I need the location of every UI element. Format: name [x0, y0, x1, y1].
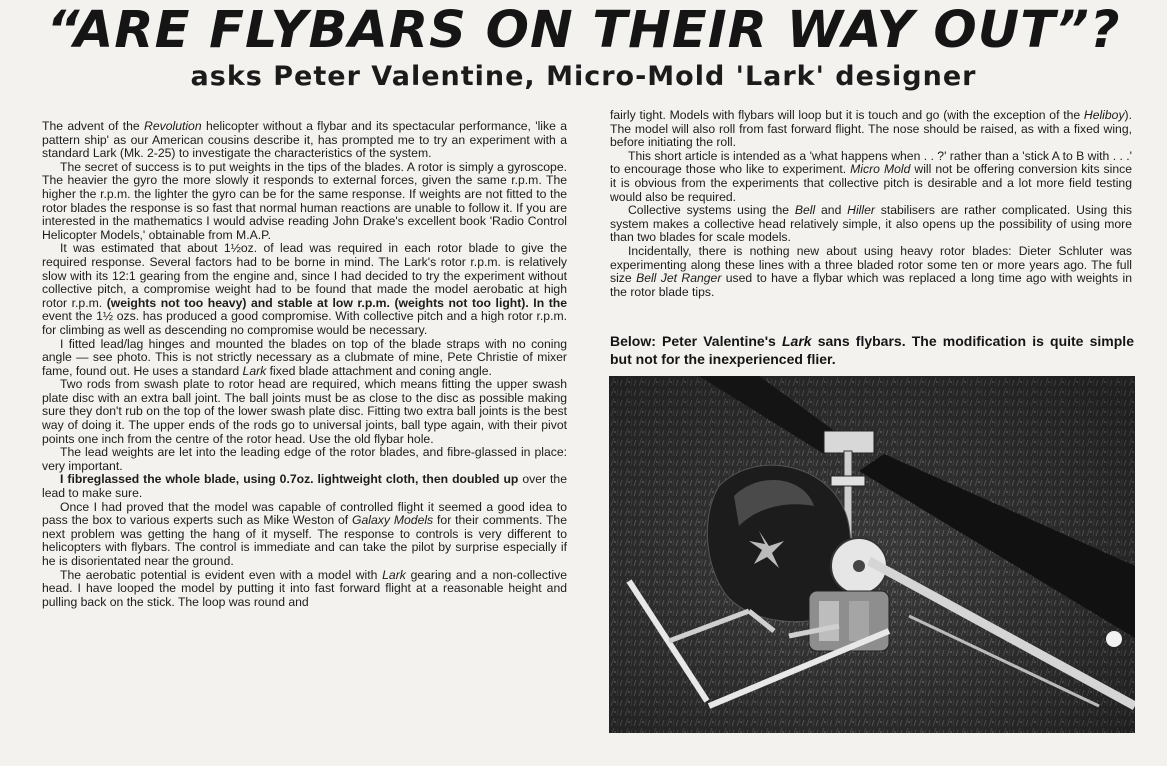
paragraph: fairly tight. Models with flybars will loop but it is touch and go (with the exception of the Heliboy). The model will also roll from fast forward flight. The nose should be raised, as with a fixed wing, before initiating the roll.: [610, 108, 1132, 150]
bold-text: I fibreglassed the whole blade, using 0.7oz. lightweight cloth, then doubled up: [60, 472, 519, 487]
paragraph: The aerobatic potential is evident even with a model with Lark gearing and a non-collective head. I have looped the model by putting it into fast forward flight at a reasonable height and pulling back on the stick. The loop was round and: [42, 567, 567, 609]
paragraph: Once I had proved that the model was capable of controlled flight it seemed a good idea to pass the box to various experts such as Mike Weston of Galaxy Models for their comments. The next problem was getting the hang of it myself. The response to controls is very different to helicopters with flybars. The control is immediate and can take the pilot by surprise especially if he is disorientated near the ground.: [42, 499, 567, 568]
paragraph: Two rods from swash plate to rotor head are required, which means fitting the upper swash plate disc with an extra ball joint. The ball joints must be as close to the disc as possible making sure they don't rub on the top of the lower swash plate disc. Fitting two extra ball joints is the best way of doing it. The upper ends of the rods go to universal joints, ball type again, with their pivot points one inch from the centre of the rotor head. Use the old flybar hole.: [42, 377, 567, 446]
photo-caption: Below: Peter Valentine's Lark sans flybars. The modification is quite simple but not for the inexperienced flier.: [610, 333, 1134, 367]
paragraph: The secret of success is to put weights in the tips of the blades. A rotor is simply a gyroscope. The heavier the gyro the more slowly it responds to external forces, given the same r.p.m. The higher the r.p.m. the lighter the gyro can be for the same response. If weights are not fitted to the rotor blades the response is so fast that normal human reactions are unable to follow it. If you are interested in the mathematics I would advise reading John Drake's excellent book 'Radio Control Helicopter Models,' obtainable from M.A.P.: [42, 159, 567, 242]
headline: “ARE FLYBARS ON THEIR WAY OUT”?: [46, 1, 1121, 60]
paragraph: I fibreglassed the whole blade, using 0.7oz. lightweight cloth, then doubled up over the lead to make sure.: [42, 472, 567, 501]
left-column: [42, 120, 567, 609]
rotor-head: [824, 431, 874, 453]
paragraph: It was estimated that about 1½oz. of lead was required in each rotor blade to give the required response. Several factors had to be borne in mind. The Lark's rotor r.p.m. is relatively slow with its 12:1 gearing from the engine and, since I had decided to try the experiment without collective pitch, a compromise weight had to be found that made the model aerobatic at high rotor r.p.m. (weights not too heavy) and stable at low r.p.m. (weights not too light). In the event the 1½ ozs. has produced a good compromise. With collective pitch and a high rotor r.p.m. for climbing as well as descending no compromise would be necessary.: [42, 241, 567, 337]
italic-text: Lark: [242, 363, 267, 378]
italic-text: Micro Mold: [850, 162, 911, 177]
tail-ball: [1106, 631, 1122, 647]
right-column: [610, 109, 1132, 299]
paragraph: The advent of the Revolution helicopter without a flybar and its spectacular performance, 'like a pattern ship' as our American cousins describe it, has prompted me to try an experiment with a standard Lark (Mk. 2-25) to investigate the characteristics of the system.: [42, 119, 567, 161]
helicopter-photo: [609, 376, 1135, 733]
paragraph: This short article is intended as a 'what happens when . . ?' rather than a 'stick A to B with . . .' to encourage those who like to experiment. Micro Mold will not be offering conversion kits since it is obvious from the experiments that collective pitch is desirable and a lot more field testing would also be required.: [610, 148, 1133, 204]
swash-plate: [831, 476, 865, 486]
paragraph: The lead weights are let into the leading edge of the rotor blades, and fibre-glassed in place: very important.: [42, 445, 567, 473]
italic-text: Bell: [794, 203, 816, 218]
italic-text: Lark: [781, 333, 812, 349]
subheadline: asks Peter Valentine, Micro-Mold 'Lark' designer: [190, 61, 977, 92]
paragraph: Incidentally, there is nothing new about using heavy rotor blades: Dieter Schluter was experimenting along these lines with a three bladed rotor some ten or more years ago. The full size Bell Jet Ranger used to have a flybar which was replaced a long time ago with weights in the rotor blade tips.: [610, 243, 1133, 299]
italic-text: Hiller: [847, 203, 875, 218]
italic-text: Galaxy Models: [352, 513, 434, 528]
italic-text: Heliboy: [1083, 108, 1125, 122]
paragraph: I fitted lead/lag hinges and mounted the blades on top of the blade straps with no coning angle — see photo. This is not strictly necessary as a clubmate of mine, Pete Christie of mixer fame, found out. He uses a standard Lark fixed blade attachment and coning angle.: [42, 336, 567, 378]
italic-text: Revolution: [144, 119, 202, 133]
italic-text: Bell Jet Ranger: [636, 271, 722, 286]
italic-text: Lark: [382, 567, 406, 582]
paragraph: Collective systems using the Bell and Hiller stabilisers are rather complicated. Using this system makes a collective head relatively simple, it also opens up the possibility of using more than two blades for scale models.: [610, 203, 1133, 245]
bold-text: (weights not too heavy) and stable at low r.p.m. (weights not too light). In the: [106, 295, 567, 310]
